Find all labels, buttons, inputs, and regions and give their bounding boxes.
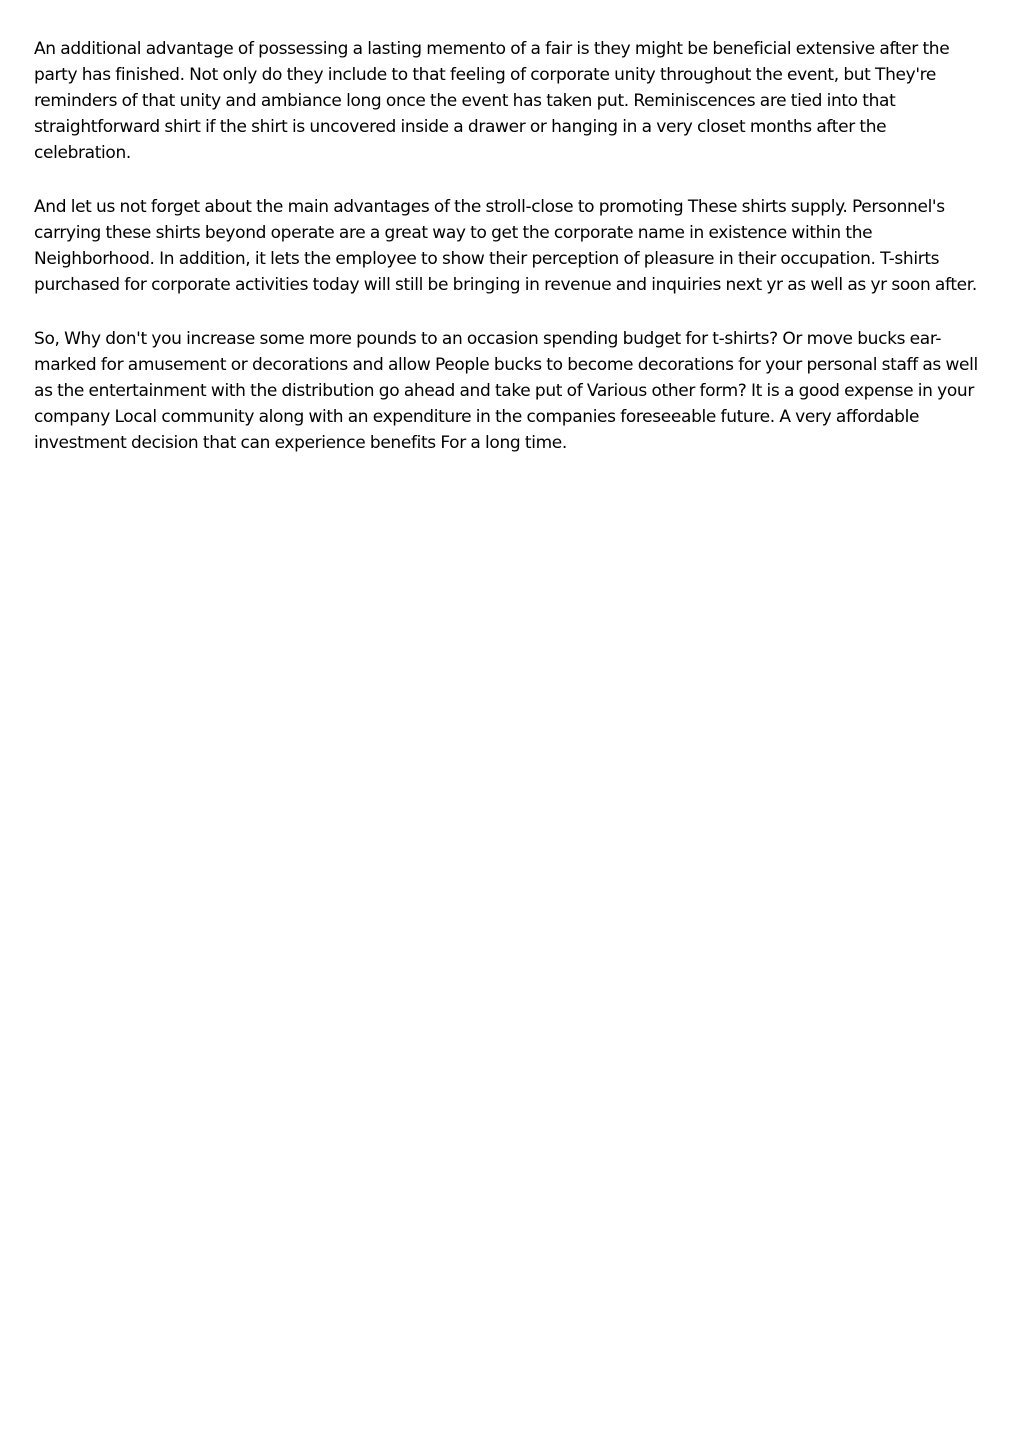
paragraph-2: And let us not forget about the main advantages of the stroll-close to promoting These shirts supply. Personnel's carrying these shirts beyond operate are a great way to get the corporate name in existence within the Neighborhood. In addition, it lets the employee to show their perception of pleasure in their occupation. T-shirts purchased for corporate activities today will still be bringing in revenue and inquiries next yr as well as yr soon after. bbox=[34, 197, 977, 295]
paragraph-1: An additional advantage of possessing a lasting memento of a fair is they might be beneficial extensive after the party has finished. Not only do they include to that feeling of corporate unity throughout the event, but They're reminders of that unity and ambiance long once the event has taken put. Reminiscences are tied into that straightforward shirt if the shirt is uncovered inside a drawer or hanging in a very closet months after the celebration. bbox=[34, 39, 950, 163]
article-body bbox=[34, 36, 984, 484]
paragraph-3: So, Why don't you increase some more pounds to an occasion spending budget for t-shirts? Or move bucks ear-marked for amusement or decorations and allow People bucks to become decorations for your personal staff as well as the entertainment with the distribution go ahead and take put of Various other form? It is a good expense in your company Local community along with an expenditure in the companies foreseeable future. A very affordable investment decision that can experience benefits For a long time. bbox=[34, 329, 978, 453]
